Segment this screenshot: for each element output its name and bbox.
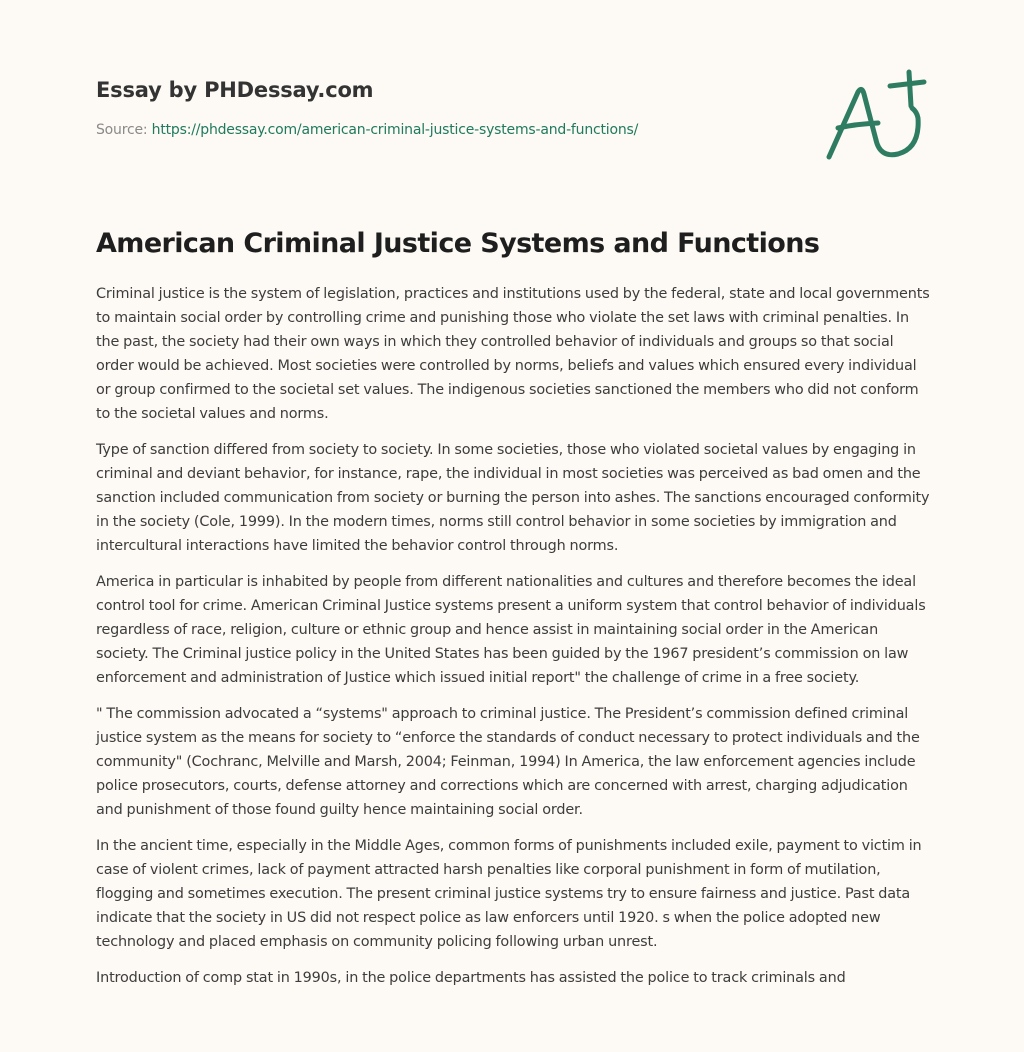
- paragraph: Type of sanction differed from society to society. In some societies, those who violated societal values by engaging in criminal and deviant behavior, for instance, rape, the individual in most societies was perceived as bad omen and the sanction included communication from society or burning the person into ashes. The sanctions encouraged conformity in the society (Cole, 1999). In the modern times, norms still control behavior in some societies by immigration and intercultural interactions have limited the behavior control through norms.: [96, 442, 930, 554]
- essay-header: [96, 76, 796, 140]
- source-link[interactable]: https://phdessay.com/american-criminal-justice-systems-and-functions/: [151, 122, 639, 138]
- a-plus-grade-icon: [818, 62, 938, 172]
- article-title: American Criminal Justice Systems and Functions: [96, 228, 820, 259]
- paragraph: Introduction of comp stat in 1990s, in the police departments has assisted the police to track criminals and: [96, 970, 846, 986]
- paragraph: In the ancient time, especially in the Middle Ages, common forms of punishments included exile, payment to victim in case of violent crimes, lack of payment attracted harsh penalties like corporal punishment in form of mutilation, flogging and sometimes execution. The present criminal justice systems try to ensure fairness and justice. Past data indicate that the society in US did not respect police as law enforcers until 1920. s when the police adopted new technology and placed emphasis on community policing following urban unrest.: [96, 838, 922, 950]
- source-label: Source:: [96, 122, 148, 138]
- paragraph: Criminal justice is the system of legislation, practices and institutions used by the federal, state and local governments to maintain social order by controlling crime and punishing those who violate the set laws with criminal penalties. In the past, the society had their own ways in which they controlled behavior of individuals and groups so that social order would be achieved. Most societies were controlled by norms, beliefs and values which ensured every individual or group confirmed to the societal set values. The indigenous societies sanctioned the members who did not conform to the societal values and norms.: [96, 286, 930, 422]
- paragraph: America in particular is inhabited by people from different nationalities and cultures and therefore becomes the ideal control tool for crime. American Criminal Justice systems present a uniform system that control behavior of individuals regardless of race, religion, culture or ethnic group and hence assist in maintaining social order in the American society. The Criminal justice policy in the United States has been guided by the 1967 president’s commission on law enforcement and administration of Justice which issued initial report" the challenge of crime in a free society.: [96, 574, 926, 686]
- essay-article: [96, 224, 932, 1002]
- site-title: Essay by PHDessay.com: [96, 78, 374, 102]
- paragraph: " The commission advocated a “systems" approach to criminal justice. The President’s commission defined criminal justice system as the means for society to “enforce the standards of conduct necessary to protect individuals and the community" (Cochranc, Melville and Marsh, 2004; Feinman, 1994) In America, the law enforcement agencies include police prosecutors, courts, defense attorney and corrections which are concerned with arrest, charging adjudication and punishment of those found guilty hence maintaining social order.: [96, 706, 920, 818]
- source-line: [96, 120, 796, 140]
